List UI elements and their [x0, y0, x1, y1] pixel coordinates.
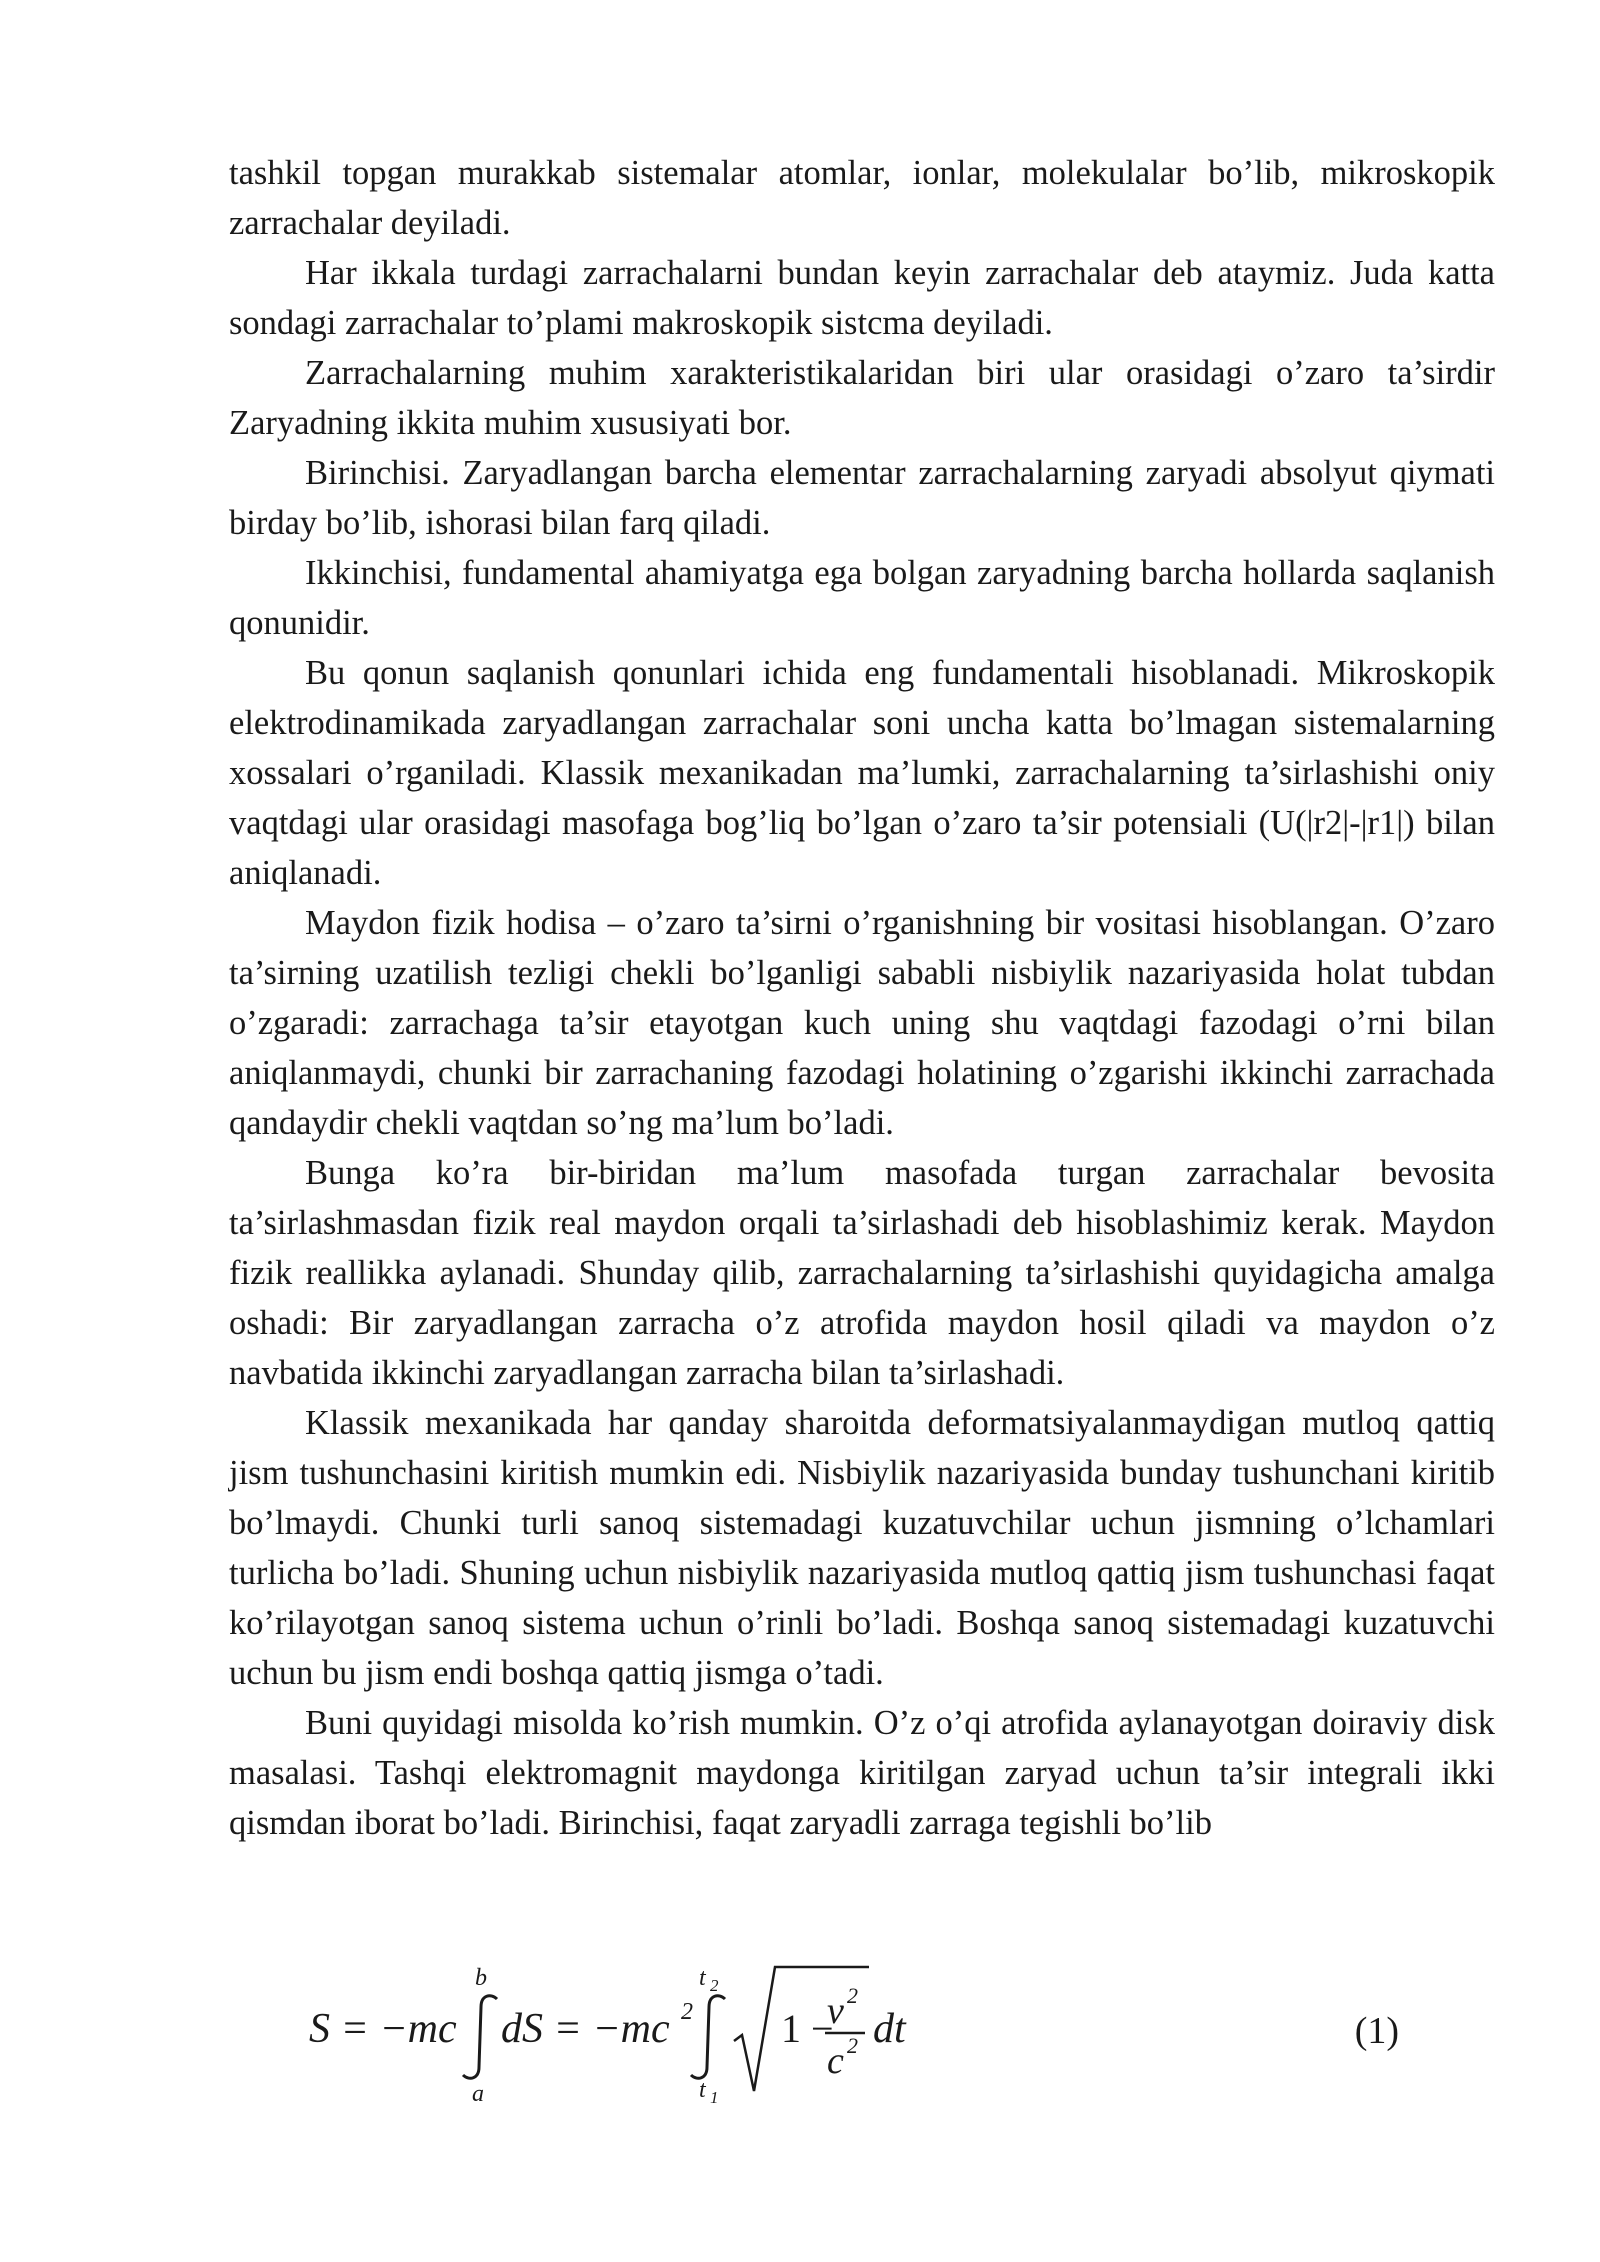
paragraph-1: tashkil topgan murakkab sistemalar atomlar, ionlar, molekulalar bo’lib, mikroskopik zarrachalar deyiladi.	[229, 154, 1495, 242]
paragraph-4: Birinchisi. Zaryadlangan barcha elementar zarrachalarning zaryadi absolyut qiymati birday bo’lib, ishorasi bilan farq qiladi.	[229, 454, 1495, 542]
formula-dt: dt	[873, 2006, 906, 2052]
integral-2-upper-sub: 2	[710, 1976, 719, 1995]
formula-graphic	[229, 1955, 1229, 2105]
formula-lhs: S = −mc	[309, 2006, 457, 2052]
fraction-denominator: c	[827, 2040, 844, 2082]
integral-1-upper: b	[475, 1965, 487, 1991]
paragraph-3: Zarrachalarning muhim xarakteristikalaridan biri ular orasidagi o’zaro ta’sirdir Zaryadning ikkita muhim xususiyati bor.	[229, 354, 1495, 442]
formula-power: 2	[681, 1999, 693, 2025]
paragraph-5: Ikkinchisi, fundamental ahamiyatga ega bolgan zaryadning barcha hollarda saqlanish qonunidir.	[229, 554, 1495, 642]
integral-2-upper: t	[699, 1965, 706, 1991]
integral-sign-1	[463, 1996, 497, 2079]
paragraph-9: Klassik mexanikada har qanday sharoitda deformatsiyalanmaydigan mutloq qattiq jism tushunchasini kiritish mumkin edi. Nisbiylik nazariyasida bunday tushunchani kiritib bo’lmaydi. Chunki turli sanoq sistemadagi kuzatuvchilar uchun jismning o’lchamlari turlicha bo’ladi. Shuning uchun nisbiylik nazariyasida mutloq qattiq jism tushunchasi faqat ko’rilayotgan sanoq sistema uchun o’rinli bo’ladi. Boshqa sanoq sistemadagi kuzatuvchi uchun bu jism endi boshqa qattiq jismga o’tadi.	[229, 1404, 1495, 1692]
paragraph-6: Bu qonun saqlanish qonunlari ichida eng fundamentali hisoblanadi. Mikroskopik elektrodinamikada zaryadlangan zarrachalar soni uncha katta bo’lmagan sistemalarning xossalari o’rganiladi. Klassik mexanikadan ma’lumki, zarrachalarning ta’sirlashishi oniy vaqtdagi ular orasidagi masofaga bog’liq bo’lgan o’zaro ta’sir potensiali (U(|r2|-|r1|) bilan aniqlanadi.	[229, 654, 1495, 892]
integral-1-lower: a	[472, 2081, 484, 2107]
paragraph-2: Har ikkala turdagi zarrachalarni bundan keyin zarrachalar deb ataymiz. Juda katta sondagi zarrachalar to’plami makroskopik sistcma deyiladi.	[229, 254, 1495, 342]
formula-one-minus: 1 −	[781, 2006, 834, 2051]
formula-middle: dS = −mc	[501, 2006, 670, 2052]
equation-1	[229, 1955, 1495, 2105]
integral-2-lower-sub: 1	[710, 2088, 719, 2107]
fraction-numerator-power: 2	[847, 1983, 858, 2008]
paragraph-7: Maydon fizik hodisa – o’zaro ta’sirni o’rganishning bir vositasi hisoblangan. O’zaro ta’sirning uzatilish tezligi chekli bo’lganligi sababli nisbiylik nazariyasida holat tubdan o’zgaradi: zarrachaga ta’sir etayotgan kuch uning shu vaqtdagi fazodagi o’rni bilan aniqlanmaydi, chunki bir zarrachaning fazodagi holatining o’zgarishi ikkinchi zarrachada qandaydir chekli vaqtdan so’ng ma’lum bo’ladi.	[229, 904, 1495, 1142]
fraction-numerator: v	[827, 1990, 844, 2032]
paragraph-10: Buni quyidagi misolda ko’rish mumkin. O’z o’qi atrofida aylanayotgan doiraviy disk masalasi. Tashqi elektromagnit maydonga kiritilgan zaryad uchun ta’sir integrali ikki qismdan iborat bo’ladi. Birinchisi, faqat zaryadli zarraga tegishli bo’lib	[229, 1704, 1495, 1842]
integral-2-lower: t	[699, 2077, 706, 2103]
paragraph-8: Bunga ko’ra bir-biridan ma’lum masofada turgan zarrachalar bevosita ta’sirlashmasdan fizik real maydon orqali ta’sirlashadi deb hisoblashimiz kerak. Maydon fizik reallikka aylanadi. Shunday qilib, zarrachalarning ta’sirlashishi quyidagicha amalga oshadi: Bir zaryadlangan zarracha o’z atrofida maydon hosil qiladi va maydon o’z navbatida ikkinchi zaryadlangan zarracha bilan ta’sirlashadi.	[229, 1154, 1495, 1392]
fraction-denominator-power: 2	[847, 2033, 858, 2058]
document-body	[229, 148, 1495, 1848]
integral-sign-2	[691, 1996, 725, 2079]
equation-number: (1)	[1354, 2010, 1399, 2052]
